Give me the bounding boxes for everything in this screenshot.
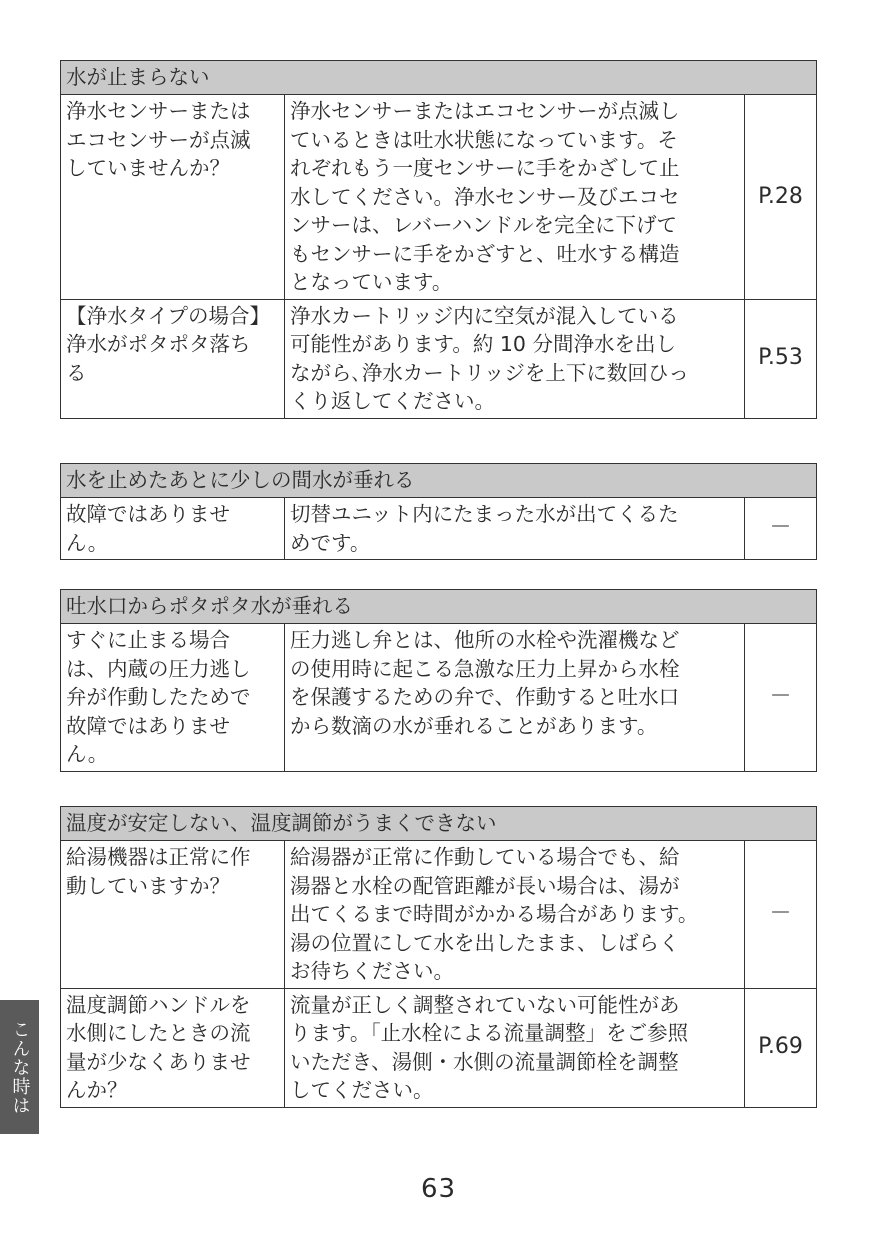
table-row (61, 841, 817, 989)
section-title: 水を止めたあとに少しの間水が垂れる (61, 464, 817, 498)
table-row (61, 95, 817, 300)
page-reference: P.69 (745, 988, 817, 1107)
section-title: 温度が安定しない、温度調節がうまくできない (61, 807, 817, 841)
page-reference: － (745, 498, 817, 560)
remedy-cell: 給湯器が正常に作動している場合でも、給 湯器と水栓の配管距離が長い場合は、湯が 出てくるまで時間がかかる場合があります。 湯の位置にして水を出したまま、しばらく お待ちください。 (285, 841, 745, 989)
symptom-cell: 故障ではありませ ん。 (61, 498, 285, 560)
table-row (61, 988, 817, 1107)
page-reference: － (745, 841, 817, 989)
symptom-cell: 浄水センサーまたは エコセンサーが点滅 していませんか？ (61, 95, 285, 300)
remedy-cell: 浄水カートリッジ内に空気が混入している 可能性があります。約 10 分間浄水を出し ながら､浄水カートリッジを上下に数回ひっ くり返してください。 (285, 299, 745, 418)
troubleshooting-table-spout-drip (60, 589, 817, 772)
table-row (61, 498, 817, 560)
section-title: 吐水口からポタポタ水が垂れる (61, 590, 817, 624)
symptom-cell: 給湯機器は正常に作 動していますか？ (61, 841, 285, 989)
symptom-cell: 温度調節ハンドルを 水側にしたときの流 量が少なくありませ んか？ (61, 988, 285, 1107)
page-number: 63 (420, 1174, 457, 1204)
table-row (61, 624, 817, 772)
remedy-cell: 圧力逃し弁とは、他所の水栓や洗濯機など の使用時に起こる急激な圧力上昇から水栓 を保護するための弁で、作動すると吐水口 から数滴の水が垂れることがあります。 (285, 624, 745, 772)
remedy-cell: 切替ユニット内にたまった水が出てくるた めです。 (285, 498, 745, 560)
page-reference: － (745, 624, 817, 772)
symptom-cell: 【浄水タイプの場合】 浄水がポタポタ落ち る (61, 299, 285, 418)
troubleshooting-table-drip-after-stop (60, 463, 817, 560)
troubleshooting-table-water-not-stopping (60, 60, 817, 419)
remedy-cell: 浄水センサーまたはエコセンサーが点滅し ているときは吐水状態になっています。そ れぞれもう一度センサーに手をかざして止 水してください。浄水センサー及びエコセ ンサーは、レバーハンドルを完全に下げて もセンサーに手をかざすと、吐水する構造 となっています。 (285, 95, 745, 300)
page-reference: P.28 (745, 95, 817, 300)
chapter-side-tab: こんな時は (0, 1000, 39, 1134)
troubleshooting-table-temperature (60, 806, 817, 1108)
remedy-cell: 流量が正しく調整されていない可能性があ ります。「止水栓による流量調整」をご参照 いただき、湯側・水側の流量調節栓を調整 してください。 (285, 988, 745, 1107)
page-reference: P.53 (745, 299, 817, 418)
table-row (61, 299, 817, 418)
symptom-cell: すぐに止まる場合 は、内蔵の圧力逃し 弁が作動したためで 故障ではありませ ん。 (61, 624, 285, 772)
section-title: 水が止まらない (61, 61, 817, 95)
